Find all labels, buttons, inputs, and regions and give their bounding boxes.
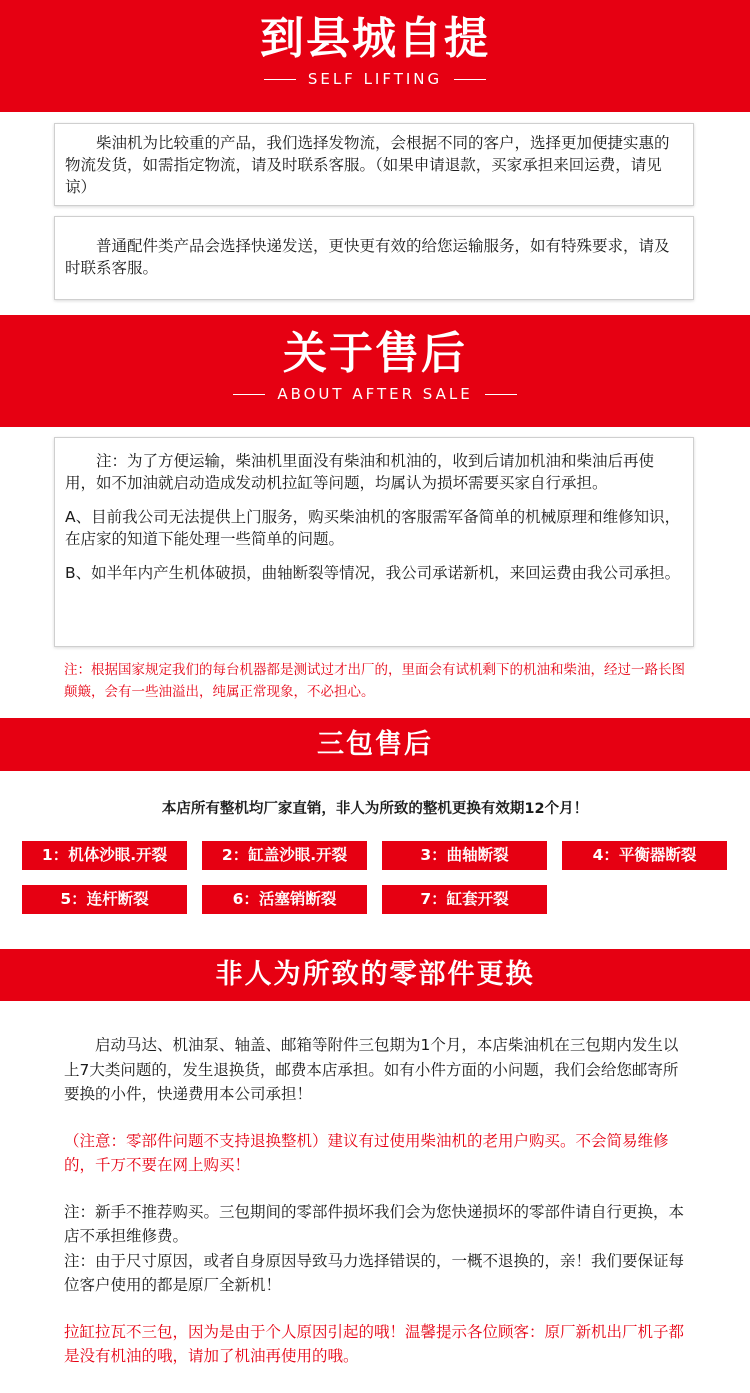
after-sale-title: 关于售后 bbox=[283, 328, 467, 379]
after-sale-subtitle: ABOUT AFTER SALE bbox=[277, 385, 473, 403]
self-lifting-title: 到县城自提 bbox=[260, 13, 490, 64]
warranty-tag-6: 6：活塞销断裂 bbox=[202, 885, 367, 914]
size-note-text: 注：由于尺寸原因，或者自身原因导致马力选择错误的，一概不退换的，亲！我们要保证每位客户使用的都是原厂全新机！ bbox=[64, 1251, 685, 1294]
warranty-headline: 本店所有整机均厂家直销，非人为所致的整机更换有效期12个月！ bbox=[161, 801, 589, 817]
oil-residue-note: 注：根据国家规定我们的每台机器都是测试过才出厂的，里面会有试机剩下的机油和柴油，经过一路长图颠簸，会有一些油溢出，纯属正常现象，不必担心。 bbox=[64, 662, 685, 700]
warranty-title: 三包售后 bbox=[317, 729, 433, 760]
parts-shipping-box bbox=[54, 216, 694, 300]
logistics-info-box bbox=[54, 123, 694, 206]
divider-left bbox=[264, 79, 296, 80]
divider-left bbox=[233, 394, 265, 395]
self-lifting-subtitle-row bbox=[0, 70, 750, 88]
warranty-tag-2: 2：缸盖沙眼.开裂 bbox=[202, 841, 367, 870]
cylinder-note-text: 拉缸拉瓦不三包，因为是由于个人原因引起的哦！温馨提示各位顾客：原厂新机出厂机子都是没有机油的哦，请加了机油再使用的哦。 bbox=[64, 1322, 685, 1365]
self-lifting-banner bbox=[0, 0, 750, 112]
after-sale-subtitle-row bbox=[0, 385, 750, 403]
after-sale-box bbox=[54, 437, 694, 647]
divider-right bbox=[485, 394, 517, 395]
warranty-tag-1: 1：机体沙眼.开裂 bbox=[22, 841, 187, 870]
parts-shipping-text: 普通配件类产品会选择快递发送，更快更有效的给您运输服务，如有特殊要求，请及时联系客服。 bbox=[65, 237, 670, 277]
logistics-text: 柴油机为比较重的产品，我们选择发物流，会根据不同的客户，选择更加便捷实惠的物流发货，如需指定物流，请及时联系客服。（如果申请退款，买家承担来回运费，请见谅） bbox=[65, 134, 670, 196]
divider-right bbox=[454, 79, 486, 80]
after-sale-banner bbox=[0, 315, 750, 427]
warranty-tag-7: 7：缸套开裂 bbox=[382, 885, 547, 914]
warranty-banner bbox=[0, 718, 750, 771]
parts-replacement-content bbox=[64, 1033, 689, 1369]
fuel-note-text: 注：为了方便运输，柴油机里面没有柴油和机油的，收到后请加机油和柴油后再使用，如不加油就启动造成发动机拉缸等问题，均属认为损坏需要买家自行承担。 bbox=[65, 452, 655, 492]
service-b-text: B、如半年内产生机体破损，曲轴断裂等情况，我公司承诺新机，来回运费由我公司承担。 bbox=[65, 564, 681, 582]
service-a-text: A、目前我公司无法提供上门服务，购买柴油机的客服需军备简单的机械原理和维修知识，在店家的知道下能处理一些简单的问题。 bbox=[65, 508, 681, 548]
parts-attention-text: （注意：零部件问题不支持退换整机）建议有过使用柴油机的老用户购买。不会简易维修的，千万不要在网上购买！ bbox=[64, 1131, 669, 1174]
warranty-tag-3: 3：曲轴断裂 bbox=[382, 841, 547, 870]
warranty-tag-4: 4：平衡器断裂 bbox=[562, 841, 727, 870]
parts-warranty-text: 启动马达、机油泵、轴盖、邮箱等附件三包期为1个月，本店柴油机在三包期内发生以上7大类问题的，发生退换货，邮费本店承担。如有小件方面的小问题，我们会给您邮寄所要换的小件，快递费用本公司承担！ bbox=[64, 1036, 679, 1103]
parts-replacement-banner bbox=[0, 949, 750, 1001]
warranty-tag-5: 5：连杆断裂 bbox=[22, 885, 187, 914]
beginner-note-text: 注：新手不推荐购买。三包期间的零部件损坏我们会为您快递损坏的零部件请自行更换，本店不承担维修费。 bbox=[64, 1202, 685, 1245]
parts-replacement-title: 非人为所致的零部件更换 bbox=[215, 959, 535, 990]
self-lifting-subtitle: SELF LIFTING bbox=[307, 70, 443, 88]
